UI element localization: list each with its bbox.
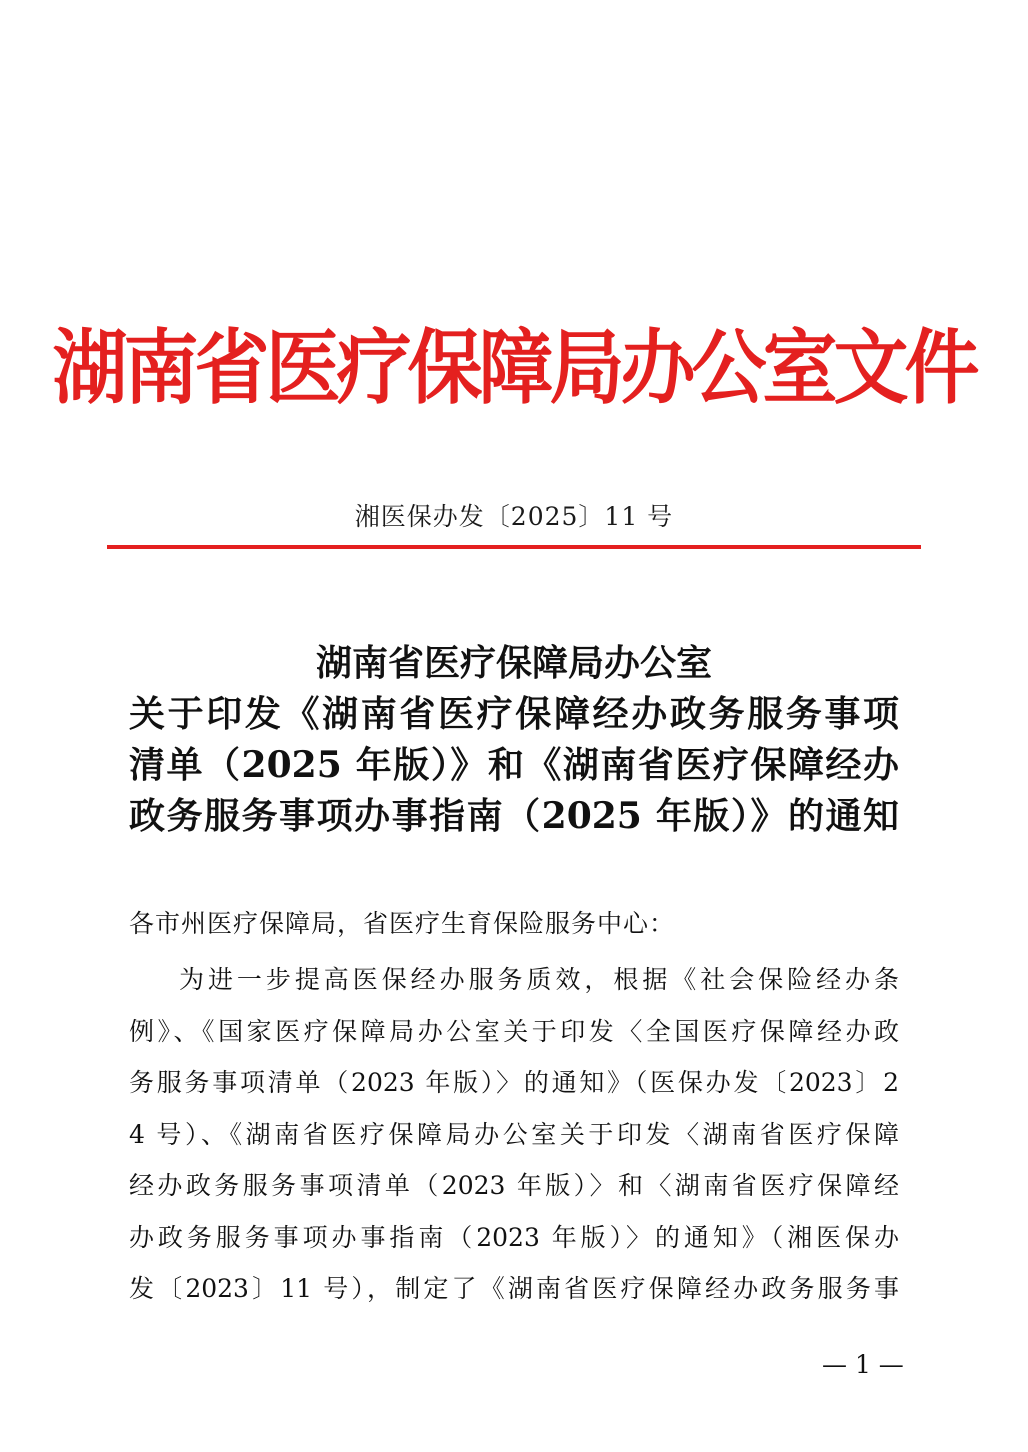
red-divider-line xyxy=(107,545,921,549)
page-number: — 1 — xyxy=(822,1350,904,1379)
body-line: 务服务事项清单（2023 年版）〉的通知》（医保办发〔2023〕2 xyxy=(129,1068,899,1097)
body-line: 为进一步提高医保经办服务质效，根据《社会保险经办条 xyxy=(179,965,899,994)
body-line: 4 号）、《湖南省医疗保障局办公室关于印发〈湖南省医疗保障 xyxy=(129,1119,899,1149)
body-line: 经办政务服务事项清单（2023 年版）〉和〈湖南省医疗保障经 xyxy=(129,1171,899,1200)
title-line: 湖南省医疗保障局办公室 xyxy=(315,642,712,684)
document-masthead: 湖南省医疗保障局办公室文件 xyxy=(52,320,976,416)
document-title xyxy=(129,638,899,842)
document-number: 湘医保办发〔2025〕11 号 xyxy=(354,502,674,531)
body-paragraph xyxy=(129,954,899,1315)
salutation: 各市州医疗保障局，省医疗生育保险服务中心： xyxy=(129,909,676,938)
title-line: 清单（2025 年版）》和《湖南省医疗保障经办 xyxy=(129,744,899,786)
body-line: 发〔2023〕11 号），制定了《湖南省医疗保障经办政务服务事 xyxy=(129,1274,899,1303)
body-line: 办政务服务事项办事指南（2023 年版）〉的通知》（湘医保办 xyxy=(129,1222,899,1252)
title-line: 政务服务事项办事指南（2025 年版）》的通知 xyxy=(129,795,899,837)
body-line: 例》、《国家医疗保障局办公室关于印发〈全国医疗保障经办政 xyxy=(129,1016,899,1046)
title-line: 关于印发《湖南省医疗保障经办政务服务事项 xyxy=(129,693,899,735)
